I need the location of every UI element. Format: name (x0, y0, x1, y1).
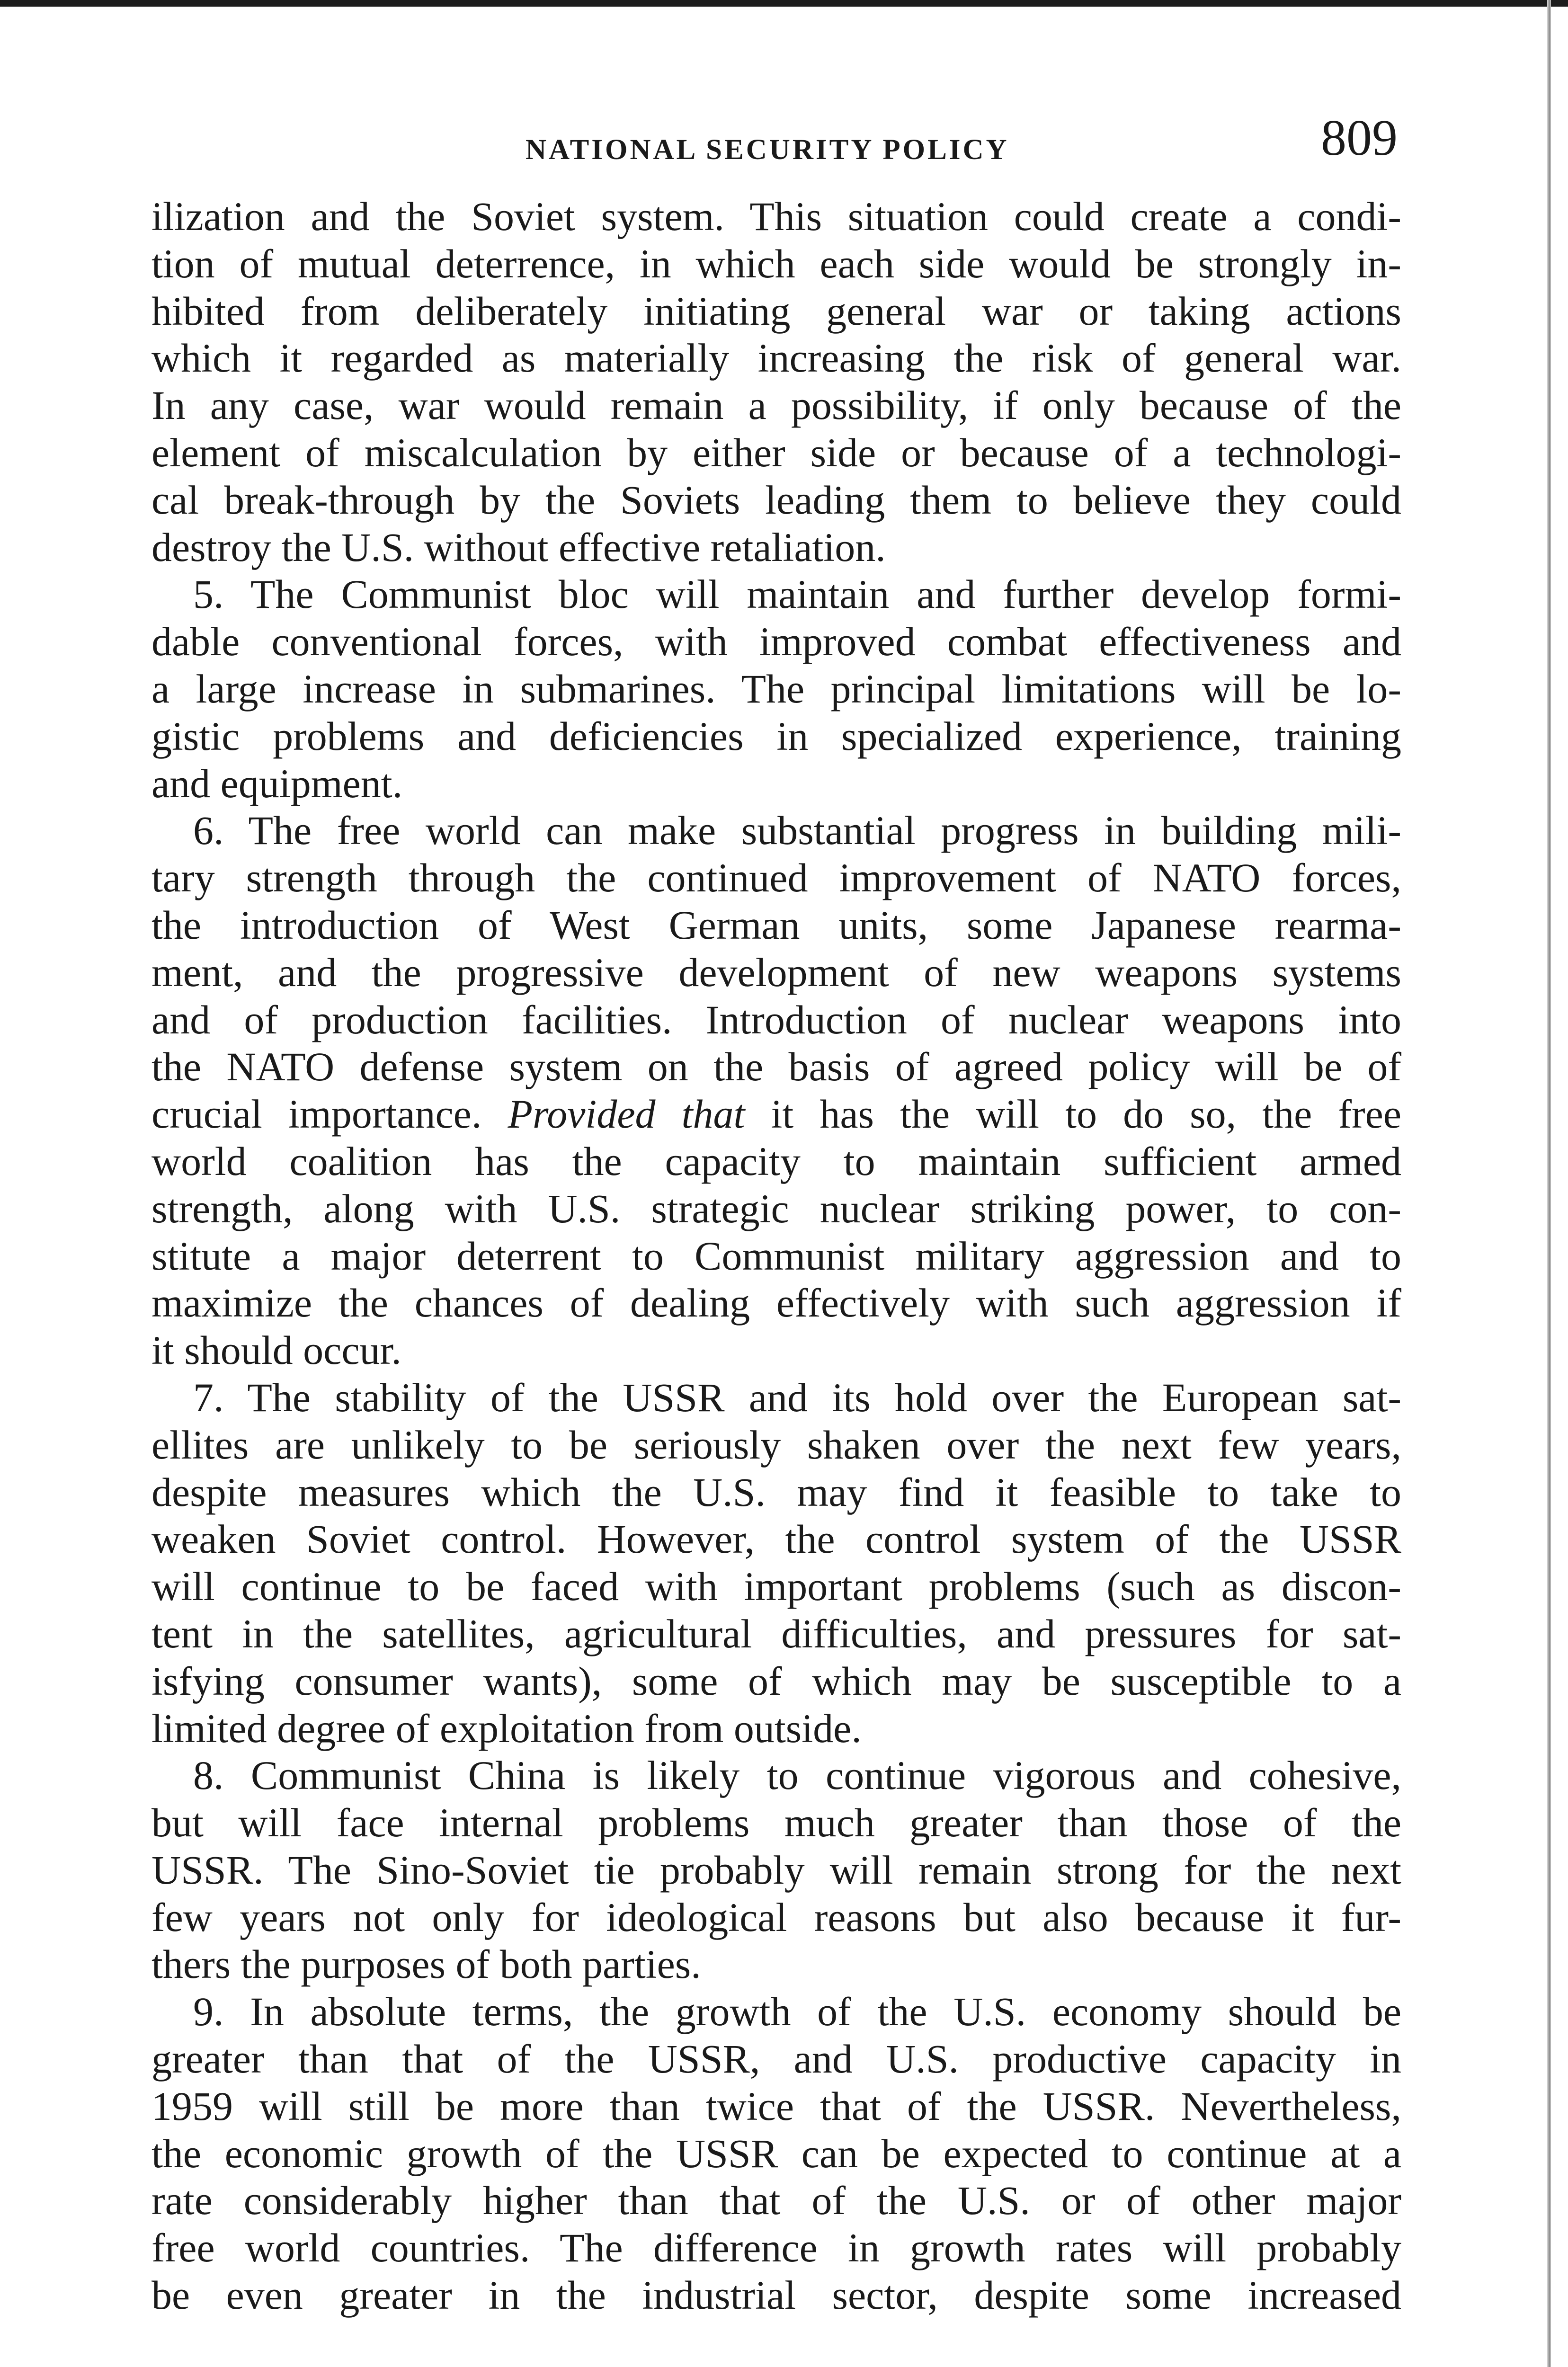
text-line: and equipment. (151, 760, 403, 806)
text-line: but will face internal problems much greater than those of the (151, 1800, 1401, 1846)
text-line: 6. The free world can make substantial progress in building mili- (193, 808, 1401, 854)
text-line: be even greater in the industrial sector, despite some increased (151, 2272, 1401, 2318)
text-line: and of production facilities. Introduction of nuclear weapons into (151, 997, 1401, 1042)
running-head: NATIONAL SECURITY POLICY (526, 134, 1009, 166)
page-number: 809 (1321, 110, 1398, 166)
text-line: element of miscalculation by either side or because of a technologi- (151, 429, 1401, 475)
paragraph-6 (151, 807, 1401, 1374)
text-line: thers the purposes of both parties. (151, 1941, 701, 1987)
text-line: will continue to be faced with important problems (such as discon- (151, 1564, 1401, 1610)
text-line: 7. The stability of the USSR and its hold over the European sat- (193, 1374, 1401, 1420)
text-line: the NATO defense system on the basis of agreed policy will be of (151, 1044, 1401, 1090)
body-text (151, 193, 1401, 2319)
text-line: 1959 will still be more than twice that of the USSR. Nevertheless, (151, 2083, 1401, 2129)
scan-right-edge (1547, 0, 1551, 2367)
text-line: it should occur. (151, 1327, 401, 1373)
text-line: which it regarded as materially increasing the risk of general war. (151, 335, 1401, 381)
text-line: ment, and the progressive development of new weapons systems (151, 949, 1401, 995)
text-line: rate considerably higher than that of the U.S. or of other major (151, 2178, 1401, 2224)
text-line: tion of mutual deterrence, in which each side would be strongly in- (151, 240, 1401, 286)
text-line: greater than that of the USSR, and U.S. productive capacity in (151, 2036, 1401, 2082)
text-line: the introduction of West German units, some Japanese rearma- (151, 902, 1401, 948)
text-line: ilization and the Soviet system. This situation could create a condi- (151, 194, 1401, 239)
text-line: cal break-through by the Soviets leading them to believe they could (151, 477, 1401, 523)
text-line-mixed (151, 1091, 1401, 1138)
text-line: USSR. The Sino-Soviet tie probably will remain strong for the next (151, 1847, 1401, 1893)
text-segment: crucial importance. (151, 1091, 482, 1137)
text-line: 9. In absolute terms, the growth of the U.S. economy should be (193, 1989, 1401, 2035)
text-line: stitute a major deterrent to Communist military aggression and to (151, 1233, 1401, 1279)
text-line: isfying consumer wants), some of which may be susceptible to a (151, 1658, 1401, 1704)
text-line: the economic growth of the USSR can be expected to continue at a (151, 2130, 1401, 2176)
text-line: a large increase in submarines. The principal limitations will be lo- (151, 666, 1401, 712)
text-line: dable conventional forces, with improved combat effectiveness and (151, 619, 1401, 665)
paragraph-9 (151, 1988, 1401, 2319)
paragraph-7 (151, 1374, 1401, 1752)
paragraph-5 (151, 571, 1401, 807)
page-header (0, 104, 1568, 175)
text-line: 8. Communist China is likely to continue vigorous and cohesive, (193, 1753, 1401, 1798)
text-line: world coalition has the capacity to maintain sufficient armed (151, 1138, 1401, 1184)
text-segment: it has the will to do so, the free (771, 1091, 1401, 1137)
paragraph-continued (151, 193, 1401, 571)
text-line: weaken Soviet control. However, the control system of the USSR (151, 1516, 1401, 1562)
paragraph-8 (151, 1752, 1401, 1988)
text-line: tent in the satellites, agricultural difficulties, and pressures for sat- (151, 1611, 1401, 1656)
text-line: free world countries. The difference in growth rates will probably (151, 2225, 1401, 2271)
text-line: gistic problems and deficiencies in specialized experience, training (151, 713, 1401, 759)
text-line: In any case, war would remain a possibility, if only because of the (151, 383, 1401, 428)
italic-emphasis: Provided that (508, 1091, 745, 1137)
text-line: few years not only for ideological reasons but also because it fur- (151, 1894, 1401, 1940)
scan-top-edge (0, 0, 1568, 7)
text-line: despite measures which the U.S. may find it feasible to take to (151, 1469, 1401, 1515)
text-line: ellites are unlikely to be seriously shaken over the next few years, (151, 1422, 1401, 1468)
text-line: limited degree of exploitation from outside. (151, 1705, 862, 1751)
text-line: strength, along with U.S. strategic nuclear striking power, to con- (151, 1185, 1401, 1231)
text-line: maximize the chances of dealing effectively with such aggression if (151, 1280, 1401, 1326)
text-line: destroy the U.S. without effective retaliation. (151, 524, 886, 570)
text-line: hibited from deliberately initiating general war or taking actions (151, 288, 1401, 334)
text-line: tary strength through the continued improvement of NATO forces, (151, 855, 1401, 901)
text-line: 5. The Communist bloc will maintain and further develop formi- (193, 571, 1401, 617)
